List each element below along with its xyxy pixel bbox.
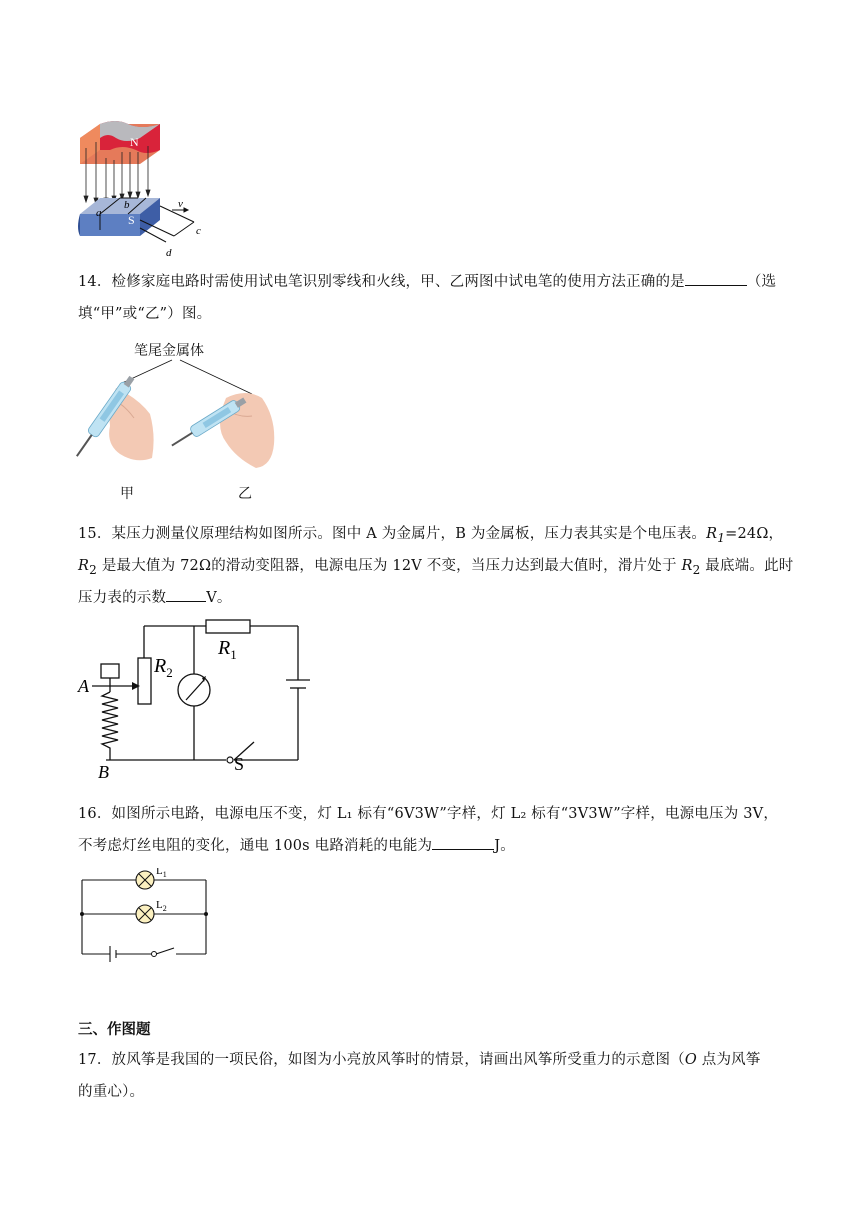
label-v: v [178, 198, 183, 210]
answer-blank[interactable] [166, 587, 206, 602]
label-jia: 甲 [120, 486, 134, 502]
label-L2: $L_2$ [156, 899, 167, 913]
label-d: d [166, 247, 172, 259]
label-B: B [98, 762, 109, 782]
q17-line2: 的重心）。 [78, 1084, 145, 1100]
label-b: b [124, 199, 130, 211]
q17-line1: 17．放风筝是我国的一项民俗，如图为小亮放风筝时的情景，请画出风筝所受重力的示意图（O 点为风筝 [78, 1052, 761, 1068]
pen-tail-caption: 笔尾金属体 [134, 343, 204, 359]
label-S: S [234, 754, 245, 774]
label-R1: $R_1$ [218, 637, 237, 662]
q15-line1: 15．某压力测量仪原理结构如图所示。图中 A 为金属片，B 为金属板，压力表其实是个电压表。$R_1=24\Omega$， [78, 526, 784, 545]
q15-line2: $R_2$ 是最大值为 72Ω的滑动变阻器，电源电压为 12V 不变，当压力达到最大值时，滑片处于 $R_2$ 最底端。此时 [78, 558, 794, 577]
test-pen-figure [76, 358, 296, 470]
label-a: a [96, 207, 102, 219]
q16-line2: 不考虑灯丝电阻的变化，通电 100s 电路消耗的电能为 J。 [78, 834, 515, 855]
s-pole-label: S [128, 213, 135, 227]
label-R2: $R_2$ [154, 655, 173, 680]
lamp-circuit-figure [76, 868, 212, 968]
q16-line1: 16．如图所示电路，电源电压不变，灯 L₁ 标有“6V3W”字样，灯 L₂ 标有“3V3W”字样，电源电压为 3V， [78, 806, 779, 822]
label-yi: 乙 [238, 486, 252, 502]
q14-line1: 14．检修家庭电路时需使用试电笔识别零线和火线，甲、乙两图中试电笔的使用方法正确的是 （选 [78, 270, 776, 291]
pressure-circuit-figure [76, 612, 326, 782]
answer-blank[interactable] [432, 835, 494, 850]
section-heading: 三、作图题 [78, 1021, 151, 1038]
q14-line2: 填“甲”或“乙”）图。 [78, 306, 212, 322]
answer-blank[interactable] [685, 271, 747, 286]
label-c: c [196, 225, 201, 237]
magnet-figure [76, 110, 216, 260]
q15-line3: 压力表的示数 V。 [78, 586, 232, 607]
label-A: A [78, 676, 89, 696]
n-pole-label: N [130, 135, 139, 149]
label-L1: $L_1$ [156, 868, 167, 879]
